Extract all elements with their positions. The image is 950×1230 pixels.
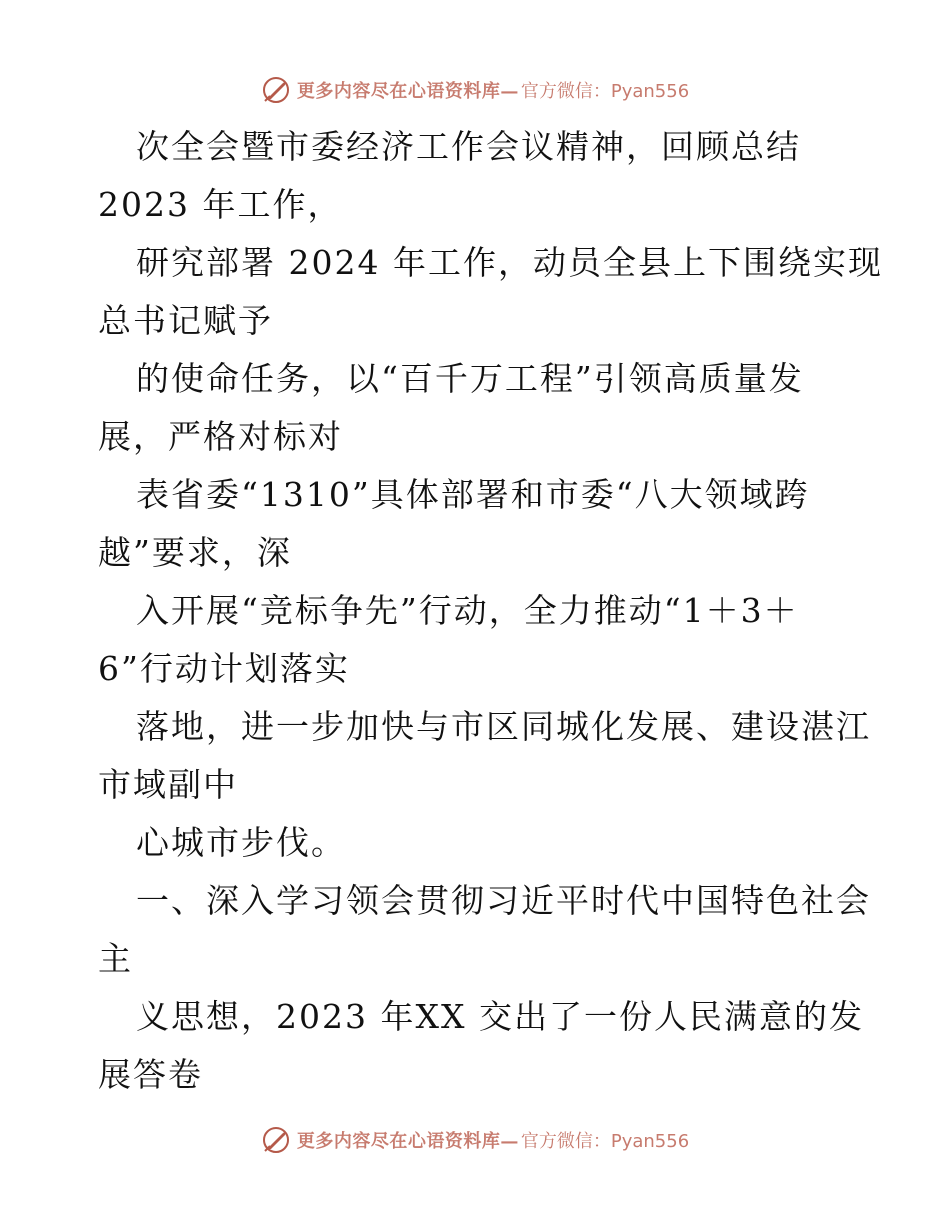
document-body [98, 118, 883, 1104]
banner-text: 更多内容尽在心语资料库— [296, 81, 519, 102]
text-line: 研究部署 2024 年工作，动员全县上下围绕实现 [136, 243, 883, 282]
text-line: 的使命任务，以“百千万工程”引领高质量发 [136, 359, 804, 398]
text-line: 2023 年工作， [98, 185, 343, 224]
feather-pen-logo-icon [261, 1125, 291, 1155]
text-line: 次全会暨市委经济工作会议精神，回顾总结 [136, 127, 801, 166]
footer-banner [0, 1120, 950, 1160]
text-line: 入开展“竞标争先”行动，全力推动“1＋3＋ [136, 591, 799, 630]
text-line: 义思想，2023 年XX 交出了一份人民满意的发 [136, 997, 864, 1036]
header-banner [0, 70, 950, 110]
text-line: 越”要求，深 [98, 533, 292, 572]
text-line: 总书记赋予 [98, 301, 273, 340]
banner-text: 更多内容尽在心语资料库— [296, 1131, 519, 1152]
text-line: 一、深入学习领会贯彻习近平时代中国特色社会 [136, 881, 871, 920]
text-line: 展，严格对标对 [98, 417, 343, 456]
text-line: 展答卷 [98, 1055, 203, 1094]
text-line: 表省委“1310”具体部署和市委“八大领域跨 [136, 475, 810, 514]
text-line: 落地，进一步加快与市区同城化发展、建设湛江 [136, 707, 871, 746]
text-line: 主 [98, 939, 133, 978]
banner-wechat: 官方微信：Pyan556 [520, 1131, 690, 1152]
banner-wechat: 官方微信：Pyan556 [520, 81, 690, 102]
text-line: 市域副中 [98, 765, 238, 804]
text-line: 6”行动计划落实 [98, 649, 350, 688]
text-line: 心城市步伐。 [136, 823, 346, 862]
feather-pen-logo-icon [261, 75, 291, 105]
